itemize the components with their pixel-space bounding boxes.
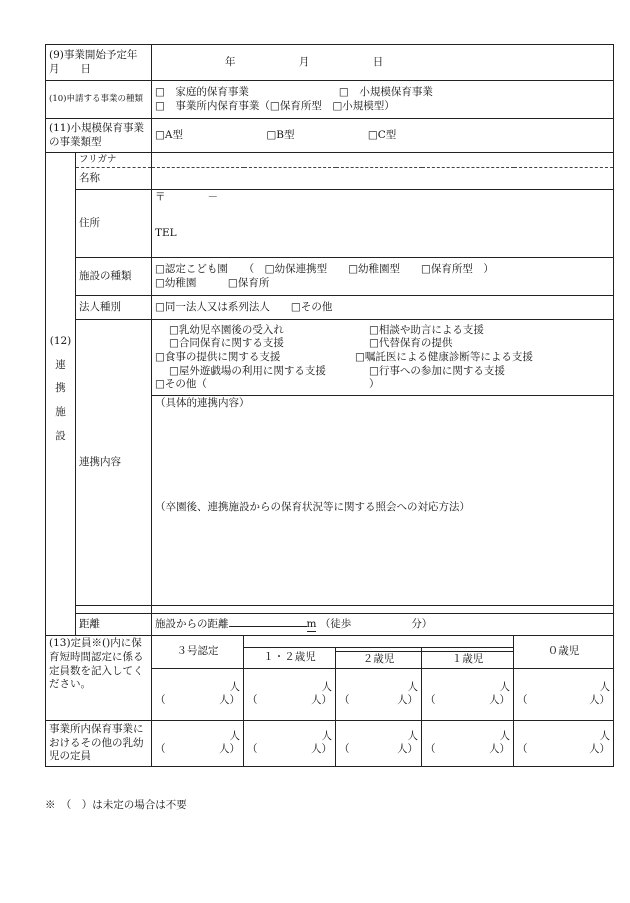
cap-age1[interactable]: 人 （ 人） [422, 668, 514, 720]
start-date-label: (9)事業開始予定年 月 日 [46, 45, 152, 81]
address-label: 住所 [76, 190, 152, 258]
header-3go: ３号認定 [152, 636, 244, 669]
post-graduation-heading: （卒園後、連携施設からの保育状況等に関する照会への対応方法） [155, 500, 470, 513]
cap-age2[interactable]: 人 （ 人） [336, 668, 422, 720]
postal-code: 〒 － [155, 191, 218, 204]
other-capacity-label: 事業所内保育事業におけるその他の乳幼児の定員 [46, 720, 152, 766]
other-capacity-row [46, 720, 614, 766]
furigana-label: フリガナ [76, 153, 152, 168]
name-field[interactable] [152, 168, 614, 190]
tel-label: TEL [155, 226, 177, 239]
header-age0: ０歳児 [514, 636, 614, 669]
header-age12: １・２歳児 [244, 648, 336, 669]
content-detail-heading: （具体的連携内容） [155, 397, 250, 410]
option-small-scale[interactable]: □ 小規模保育事業 [338, 85, 433, 98]
other-age1[interactable]: 人 （ 人） [422, 720, 514, 766]
start-date-field[interactable] [152, 45, 614, 81]
category-options[interactable] [152, 119, 614, 153]
year-label: 年 [225, 55, 236, 68]
facility-type-options[interactable]: □認定こども園 （ □幼保連携型 □幼稚園型 □保育所型 ） □幼稚園 □保育所 [152, 258, 614, 296]
distance-field[interactable]: 施設からの距離 m （徒歩 分） [152, 614, 614, 636]
day-label: 日 [372, 55, 384, 68]
business-type-options[interactable] [152, 81, 614, 119]
header-age2: ２歳児 [336, 652, 422, 669]
cap-3go[interactable]: 人 （ 人） [152, 668, 244, 720]
header-age1: １歳児 [422, 652, 514, 669]
form-table [45, 44, 614, 767]
cap-age12[interactable]: 人 （ 人） [244, 668, 336, 720]
content-label: 連携内容 [76, 320, 152, 606]
address-field[interactable] [152, 190, 614, 258]
cap-age0[interactable]: 人 （ 人） [514, 668, 614, 720]
linked-facility-heading [46, 153, 76, 636]
category-label: (11)小規模保育事業の事業類型 [46, 119, 152, 153]
distance-label: 距離 [76, 614, 152, 636]
capacity-label: (13)定員※()内に保育短時間認定に係る定員数を記入してください。 [46, 636, 152, 721]
other-age12[interactable]: 人 （ 人） [244, 720, 336, 766]
section-number: (12) [49, 335, 72, 348]
option-type-b[interactable]: □B型 [266, 128, 295, 141]
corporation-type-label: 法人種別 [76, 296, 152, 320]
other-age0[interactable]: 人 （ 人） [514, 720, 614, 766]
business-type-label: (10)申請する事業の種類 [46, 81, 152, 119]
facility-type-label: 施設の種類 [76, 258, 152, 296]
other-3go[interactable]: 人 （ 人） [152, 720, 244, 766]
option-type-a[interactable]: □A型 [155, 128, 184, 141]
content-detail-field[interactable] [152, 396, 614, 606]
name-label: 名称 [76, 168, 152, 190]
application-form [45, 44, 613, 767]
support-checklist[interactable]: □乳幼児卒園後の受入れ □合同保育に関する支援 □食事の提供に関する支援 □屋外遊戯場の利用に関する支援 □その他（ □相談や助言による支援 □代替保育の提供 □嘱託医による健康診断等による支援 □行事への参加に関する支援 ） [152, 320, 614, 396]
month-label: 月 [298, 55, 310, 68]
linked-facility-title: 連 携 施 設 [55, 358, 66, 442]
option-type-c[interactable]: □C型 [367, 128, 397, 141]
option-workplace[interactable]: □ 事業所内保育事業（□保育所型 □小規模型） [155, 99, 395, 112]
option-family-care[interactable]: □ 家庭的保育事業 [155, 85, 249, 98]
other-age2[interactable]: 人 （ 人） [336, 720, 422, 766]
corporation-type-options[interactable]: □同一法人又は系列法人 □その他 [152, 296, 614, 320]
furigana-field[interactable] [152, 153, 614, 168]
footnote: ※ （ ）は未定の場合は不要 [45, 799, 187, 811]
